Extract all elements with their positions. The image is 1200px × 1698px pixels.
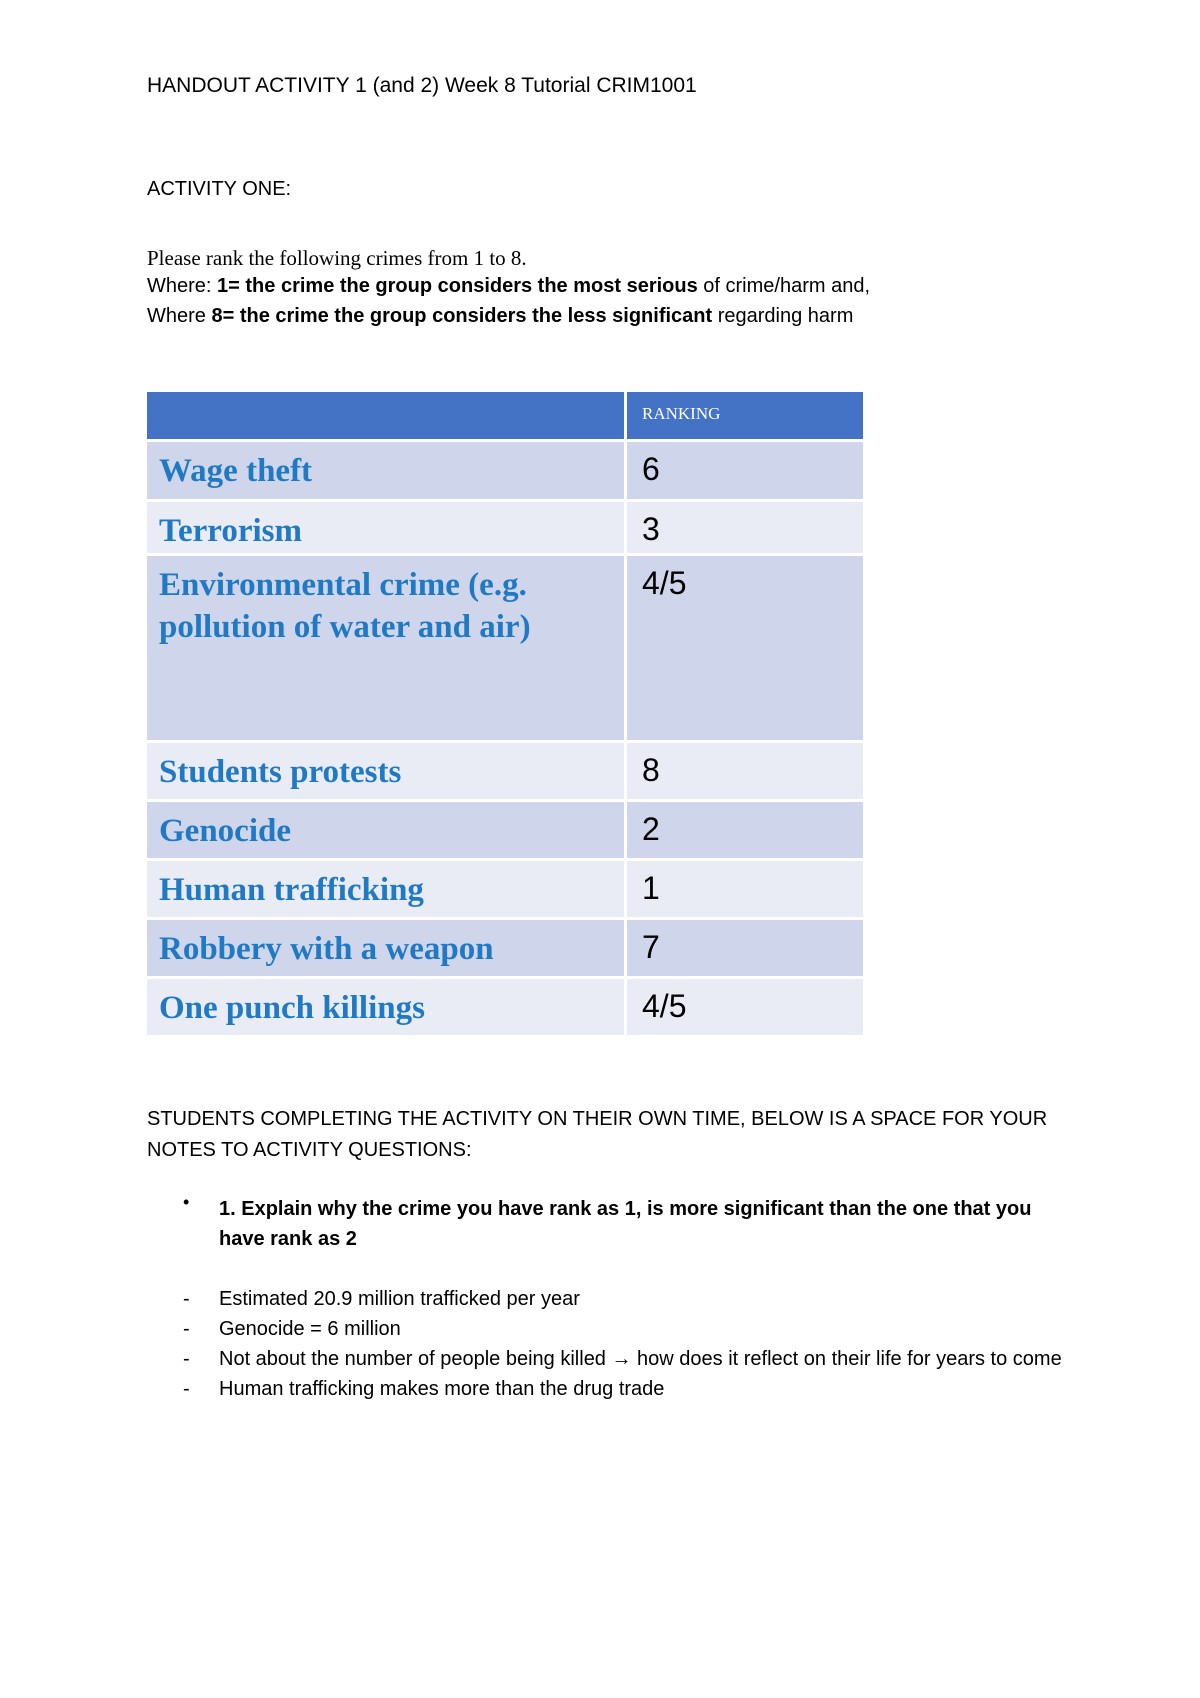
notes-heading: STUDENTS COMPLETING THE ACTIVITY ON THEIR OWN TIME, BELOW IS A SPACE FOR YOUR NOTES TO ACTIVITY QUESTIONS: [147, 1108, 1048, 1161]
header-cell-crime [147, 392, 624, 439]
crime-cell: Students protests [147, 743, 624, 799]
header-cell-ranking [627, 392, 863, 439]
list-item [183, 1374, 1083, 1404]
ranking-cell: 8 [627, 743, 863, 799]
ranking-cell: 7 [627, 920, 863, 976]
answer-list [183, 1284, 1083, 1404]
ranking-definition-1 [147, 275, 870, 298]
definition-1-prefix: Where: [147, 275, 218, 297]
activity-one-heading: ACTIVITY ONE: [147, 178, 292, 200]
list-item [183, 1284, 1083, 1314]
table-header-row [147, 392, 863, 439]
table-row [147, 861, 863, 917]
ranking-cell: 2 [627, 802, 863, 858]
list-item [183, 1344, 1083, 1374]
question-1: 1. Explain why the crime you have rank as 1, is more significant than the one that you have rank as 2 [219, 1198, 1032, 1250]
document-title: HANDOUT ACTIVITY 1 (and 2) Week 8 Tutorial CRIM1001 [147, 74, 697, 97]
list-item [183, 1314, 1083, 1344]
ranking-cell: 4/5 [627, 979, 863, 1035]
dash-marker: - [183, 1288, 190, 1310]
crime-ranking-table [144, 389, 866, 1038]
table-row [147, 979, 863, 1035]
table-row [147, 556, 863, 740]
dash-marker: - [183, 1348, 190, 1370]
answer-text: Not about the number of people being killed → how does it reflect on their life for years to come [219, 1348, 1062, 1370]
crime-cell: Human trafficking [147, 861, 624, 917]
dash-marker: - [183, 1318, 190, 1340]
definition-1-bold: 1= the crime the group considers the most serious [217, 275, 698, 297]
crime-cell: One punch killings [147, 979, 624, 1035]
crime-cell: Environmental crime (e.g. pollution of water and air) [147, 556, 624, 740]
crime-cell: Genocide [147, 802, 624, 858]
crime-cell: Wage theft [147, 442, 624, 499]
instruction-text: Please rank the following crimes from 1 to 8. [147, 246, 527, 270]
table-row [147, 920, 863, 976]
table-row [147, 802, 863, 858]
table-row [147, 502, 863, 553]
definition-8-bold: 8= the crime the group considers the less significant [211, 305, 713, 327]
table-row [147, 743, 863, 799]
ranking-cell: 3 [627, 502, 863, 553]
ranking-cell: 4/5 [627, 556, 863, 740]
answer-text: Human trafficking makes more than the drug trade [219, 1378, 665, 1400]
ranking-cell: 6 [627, 442, 863, 499]
ranking-cell: 1 [627, 861, 863, 917]
definition-1-suffix: of crime/harm and, [697, 275, 871, 297]
crime-cell: Robbery with a weapon [147, 920, 624, 976]
ranking-definition-8 [147, 305, 853, 328]
dash-marker: - [183, 1378, 190, 1400]
table-row [147, 442, 863, 499]
definition-8-prefix: Where [147, 305, 212, 327]
bullet-icon: • [183, 1192, 190, 1212]
answer-text: Genocide = 6 million [219, 1318, 401, 1340]
crime-cell: Terrorism [147, 502, 624, 553]
ranking-header-label: RANKING [642, 404, 721, 423]
definition-8-suffix: regarding harm [712, 305, 854, 327]
answer-text: Estimated 20.9 million trafficked per year [219, 1288, 580, 1310]
